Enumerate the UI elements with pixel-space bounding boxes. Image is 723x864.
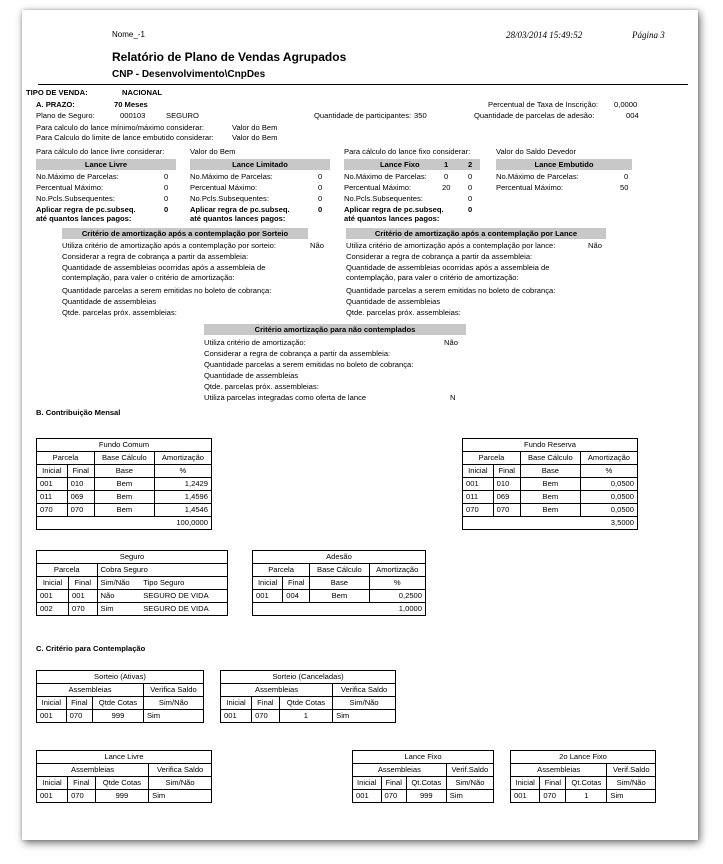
col-header: Verifica Saldo [333, 684, 396, 697]
sorteio-ativas-table [36, 670, 204, 723]
cell: 011 [463, 491, 494, 504]
col-header: Amortização [580, 452, 637, 465]
criterio-sorteio-header: Critério de amortização após a contemplação por Sorteio [62, 228, 308, 239]
col-header: Inicial [353, 777, 382, 790]
col-header: Parcela [253, 564, 310, 577]
lance-fixo-value: 0 [468, 183, 473, 192]
col-header: Final [283, 577, 310, 590]
report-page [22, 10, 698, 840]
col-header: Inicial [221, 697, 252, 710]
col-header: Inicial [463, 465, 494, 478]
cell: 001 [221, 710, 252, 723]
cell: 0,0500 [580, 478, 637, 491]
criterio-lance-value: Não [588, 241, 602, 250]
lance-fixo-aplicar: Aplicar regra de pc.subseq. [344, 205, 444, 214]
adesao-label: Quantidade de parcelas de adesão: [474, 111, 595, 120]
lance-fixo-aplicar-value: 0 [468, 205, 473, 214]
col-header: Parcela [37, 564, 98, 577]
lance-embutido-label: Percentual Máximo: [496, 183, 564, 192]
lance-fixo-table [352, 750, 494, 803]
criterio-lance-line: Quantidade de assembleias [346, 297, 441, 306]
col-header: Final [67, 465, 94, 478]
cell: 0,0500 [580, 504, 637, 517]
table-title: Sorteio (Ativas) [37, 671, 204, 684]
col-header: Verifica Saldo [149, 764, 212, 777]
seguro-label: Plano de Seguro: [36, 111, 95, 120]
criterio-sorteio-line: contemplação, para valer o critério de amortização: [62, 273, 235, 282]
col-header: Cobra Seguro [97, 564, 227, 577]
col-header: Sim/Não [333, 697, 396, 710]
table-row [253, 590, 426, 603]
adesao-table [252, 550, 426, 616]
table-row [37, 710, 204, 723]
lance-livre-table [36, 750, 212, 803]
col-header: Qtde Cotas [93, 697, 144, 710]
tipo-venda-label: TIPO DE VENDA: [26, 88, 88, 97]
cell: Sim [607, 790, 656, 803]
col-header: Assembleias [511, 764, 607, 777]
col-header: Base [94, 465, 154, 478]
cell: 1,2429 [154, 478, 211, 491]
header-divider [38, 84, 688, 85]
cell: 1,4596 [154, 491, 211, 504]
col-header: Inicial [37, 697, 67, 710]
lance-limitado-value: 0 [318, 183, 323, 192]
col-header: Assembleias [221, 684, 333, 697]
criterio-sorteio-line: Quantidade de assembleias ocorridas após a assembleia de [62, 263, 266, 272]
col-header: Final [69, 577, 97, 590]
col-header: Final [68, 777, 96, 790]
table-title: Sorteio (Canceladas) [221, 671, 396, 684]
criterio-nao-line: Utiliza critério de amortização: [204, 338, 306, 347]
lance-fixo-aplicar-2: até quantos lances pagos: [344, 214, 440, 223]
table-title: Seguro [37, 551, 228, 564]
cell: Bem [520, 491, 580, 504]
lance-fixo-label: No.Máximo de Parcelas: [344, 172, 427, 181]
lance-livre-label: No.Pcls.Subsequentes: [36, 194, 115, 203]
lance-emb-value: Valor do Bem [232, 133, 278, 142]
sorteio-canceladas-table [220, 670, 396, 723]
col-header: Qtde Cotas [279, 697, 332, 710]
criterio-sorteio-line: Quantidade parcelas a serem emitidas no boleto de cobrança: [62, 286, 272, 295]
col-header: Base Cálculo [520, 452, 580, 465]
table-row [37, 478, 212, 491]
criterio-sorteio-line: Utiliza critério de amortização após a contemplação por sorteio: [62, 241, 276, 250]
report-name: Nome_-1 [112, 30, 145, 39]
report-title: Relatório de Plano de Vendas Agrupados [112, 50, 347, 64]
lance-limitado-value: 0 [318, 172, 323, 181]
lance-embutido-value: 50 [620, 183, 629, 192]
col-header: Inicial [253, 577, 283, 590]
cell: Sim [149, 790, 212, 803]
col-header: % [369, 577, 425, 590]
col-header: Qt.Cotas [406, 777, 446, 790]
table-title: Fundo Reserva [463, 439, 638, 452]
col-header: Base Cálculo [94, 452, 154, 465]
cell: 010 [493, 478, 520, 491]
criterio-nao-header: Critério amortização para não contemplados [204, 324, 466, 335]
cell: 999 [95, 790, 148, 803]
cell: Bem [94, 478, 154, 491]
adesao-value: 004 [626, 111, 639, 120]
col-header: Sim/Não [149, 777, 212, 790]
cell: 001 [69, 590, 97, 603]
col-header: Parcela [463, 452, 521, 465]
lance-limitado-value: 0 [318, 194, 323, 203]
col-header: Assembleias [353, 764, 447, 777]
prazo-value: 70 Meses [114, 100, 148, 109]
cell: 001 [37, 790, 68, 803]
table-total: 3,5000 [463, 517, 638, 530]
criterio-lance-line: Quantidade parcelas a serem emitidas no boleto de cobrança: [346, 286, 556, 295]
cell: Sim [97, 603, 140, 616]
col-header: Assembleias [37, 684, 144, 697]
cell: 070 [67, 504, 94, 517]
col-header: Final [381, 777, 406, 790]
section-contemplacao: C. Critério para Contemplação [36, 644, 146, 653]
cell: SEGURO DE VIDA [140, 603, 227, 616]
criterio-lance-line: Utiliza critério de amortização após a contemplação por lance: [346, 241, 556, 250]
lance-livre-aplicar-value: 0 [164, 205, 169, 214]
table-total: 100,0000 [37, 517, 212, 530]
table-row [353, 790, 494, 803]
cell: Bem [520, 504, 580, 517]
cell: 070 [69, 603, 97, 616]
lance-fixo-col1: 1 [444, 160, 449, 169]
cell: Sim [446, 790, 493, 803]
seguro-code: 000103 [120, 111, 146, 120]
col-header: Parcela [37, 452, 95, 465]
cell: 001 [253, 590, 283, 603]
criterio-sorteio-line: Qtde. parcelas próx. assembleias: [62, 308, 177, 317]
col-header: Inicial [37, 465, 68, 478]
timestamp: 28/03/2014 15:49:52 [506, 30, 583, 40]
cell: 070 [37, 504, 68, 517]
criterio-lance-line: contemplação, para valer o critério de amortização: [346, 273, 519, 282]
table-row [37, 504, 212, 517]
col-header: Amortização [369, 564, 425, 577]
lance-fixo-label: No.Pcls.Subsequentes: [344, 194, 423, 203]
col-header: Base [520, 465, 580, 478]
lance-limitado-header: Lance Limitado [190, 159, 330, 170]
cell: 070 [68, 790, 96, 803]
col-header: % [154, 465, 211, 478]
lance-min-label: Para calculo do lance mínimo/máximo considerar: [36, 123, 204, 132]
criterio-sorteio-line: Considerar a regra de cobrança a partir da assembleia: [62, 252, 249, 261]
lance-emb-label: Para Calculo do limite de lance embutido considerar: [36, 133, 214, 142]
taxa-value: 0,0000 [614, 100, 638, 109]
lance-fixo-value: 0 [468, 172, 473, 181]
cell: 0,2500 [369, 590, 425, 603]
lance-limitado-aplicar-2: até quantos lances pagos: [190, 214, 286, 223]
lance-embutido-header: Lance Embutido [496, 159, 632, 170]
col-header: Tipo Seguro [140, 577, 227, 590]
table-row [221, 710, 396, 723]
lance-livre-header: Lance Livre [36, 159, 176, 170]
col-header: Assembleias [37, 764, 149, 777]
seguro-name: SEGURO [166, 111, 199, 120]
participantes-label: Quantidade de participantes: [314, 111, 412, 120]
lance-fixo-header [344, 159, 480, 170]
lance-livre-aplicar: Aplicar regra de pc.subseq. [36, 205, 136, 214]
table-title: 2o Lance Fixo [511, 751, 656, 764]
table-row [463, 504, 638, 517]
col-header: Sim/Não [446, 777, 493, 790]
table-row [511, 790, 656, 803]
cell: 1 [566, 790, 607, 803]
cell: Bem [310, 590, 369, 603]
cell: 069 [67, 491, 94, 504]
cell: 0,0500 [580, 491, 637, 504]
cell: SEGURO DE VIDA [140, 590, 227, 603]
criterio-nao-line: Quantidade de assembleias [204, 371, 299, 380]
criterio-nao-line: Quantidade parcelas a serem emitidas no boleto de cobrança: [204, 360, 414, 369]
fixo-calc-label: Para cálculo do lance fixo considerar: [344, 147, 471, 156]
cell: 070 [66, 710, 92, 723]
lance-fixo-value: 0 [444, 172, 449, 181]
table-title: Lance Livre [37, 751, 212, 764]
lance-embutido-value: 0 [624, 172, 629, 181]
livre-calc-label: Para cálculo do lance livre considerar: [36, 147, 165, 156]
cell: 001 [511, 790, 540, 803]
lance-livre-value: 0 [164, 172, 169, 181]
col-header: Final [540, 777, 566, 790]
lance-limitado-label: Percentual Máximo: [190, 183, 258, 192]
lance-fixo-title: Lance Fixo [380, 160, 420, 169]
col-header: Qtde Cotas [95, 777, 148, 790]
criterio-sorteio-line: Quantidade de assembleias [62, 297, 157, 306]
col-header: Base Cálculo [310, 564, 369, 577]
lance-fixo-col2: 2 [468, 160, 473, 169]
cell: 070 [252, 710, 280, 723]
lance-livre-label: Percentual Máximo: [36, 183, 104, 192]
col-header: Final [252, 697, 280, 710]
cell: Bem [520, 478, 580, 491]
lance-livre-aplicar-2: até quantos lances pagos: [36, 214, 132, 223]
lance-fixo-value: 0 [468, 194, 473, 203]
cell: Bem [94, 504, 154, 517]
tipo-venda-value: NACIONAL [122, 88, 163, 97]
cell: 999 [406, 790, 446, 803]
col-header: Inicial [511, 777, 540, 790]
cell: Não [97, 590, 140, 603]
col-header: Final [66, 697, 92, 710]
col-header: % [580, 465, 637, 478]
criterio-nao-line: Considerar a regra de cobrança a partir da assembleia: [204, 349, 391, 358]
lance-min-value: Valor do Bem [232, 123, 278, 132]
cell: 999 [93, 710, 144, 723]
cell: 001 [37, 590, 69, 603]
cell: 1,4546 [154, 504, 211, 517]
lance-livre-value: 0 [164, 183, 169, 192]
criterio-nao-value: Não [444, 338, 458, 347]
col-header: Inicial [37, 777, 68, 790]
table-title: Adesão [253, 551, 426, 564]
col-header: Sim/Não [607, 777, 656, 790]
livre-calc-value: Valor do Bem [190, 147, 236, 156]
criterio-lance-line: Quantidade de assembleias ocorridas após a assembleia de [346, 263, 550, 272]
seguro-table [36, 550, 228, 616]
col-header: Verifica Saldo [143, 684, 203, 697]
prazo-label: A. PRAZO: [36, 100, 75, 109]
criterio-sorteio-value: Não [310, 241, 324, 250]
cell: Bem [94, 491, 154, 504]
cell: 001 [463, 478, 494, 491]
table-title: Fundo Comum [37, 439, 212, 452]
criterio-lance-line: Considerar a regra de cobrança a partir da assembleia: [346, 252, 533, 261]
col-header: Amortização [154, 452, 211, 465]
cell: 070 [381, 790, 406, 803]
cell: 1 [279, 710, 332, 723]
table-row [463, 478, 638, 491]
lance-embutido-label: No.Máximo de Parcelas: [496, 172, 579, 181]
table-total: 1,0000 [253, 603, 426, 616]
cell: 070 [493, 504, 520, 517]
cell: Sim [333, 710, 396, 723]
col-header: Final [493, 465, 520, 478]
lance-limitado-aplicar-value: 0 [318, 205, 323, 214]
criterio-lance-line: Qtde. parcelas próx. assembleias: [346, 308, 461, 317]
cell: 011 [37, 491, 68, 504]
lance-limitado-label: No.Pcls.Subsequentes: [190, 194, 269, 203]
cell: 001 [37, 478, 68, 491]
lance-limitado-aplicar: Aplicar regra de pc.subseq. [190, 205, 290, 214]
col-header: Sim/Não [143, 697, 203, 710]
fundo-comum-table [36, 438, 212, 530]
segundo-lance-fixo-table [510, 750, 656, 803]
table-row [37, 790, 212, 803]
fixo-calc-value: Valor do Saldo Devedor [496, 147, 577, 156]
table-row [37, 590, 228, 603]
cell: 070 [463, 504, 494, 517]
cell: 001 [353, 790, 382, 803]
participantes-value: 350 [414, 111, 427, 120]
cell: 001 [37, 710, 67, 723]
fundo-reserva-table [462, 438, 638, 530]
criterio-lance-header: Critério de amortização após a contemplação por Lance [346, 228, 606, 239]
table-row [463, 491, 638, 504]
table-row [37, 603, 228, 616]
lance-fixo-value: 20 [442, 183, 451, 192]
criterio-nao-line: Utiliza parcelas integradas como oferta de lance [204, 393, 367, 402]
cell: Sim [143, 710, 203, 723]
cell: 002 [37, 603, 69, 616]
table-title: Lance Fixo [353, 751, 494, 764]
col-header: Inicial [37, 577, 69, 590]
lance-fixo-label: Percentual Máximo: [344, 183, 412, 192]
cell: 010 [67, 478, 94, 491]
criterio-nao-line: Qtde. parcelas próx. assembleias: [204, 382, 319, 391]
page-number: Página 3 [632, 30, 665, 40]
col-header: Verif.Saldo [446, 764, 493, 777]
section-contribuicao: B. Contribuição Mensal [36, 408, 121, 417]
cell: 004 [283, 590, 310, 603]
criterio-nao-value: N [450, 393, 456, 402]
col-header: Verif.Saldo [607, 764, 656, 777]
col-header: Sim/Não [97, 577, 140, 590]
col-header: Base [310, 577, 369, 590]
taxa-label: Percentual de Taxa de Inscrição: [488, 100, 599, 109]
lance-livre-value: 0 [164, 194, 169, 203]
lance-livre-label: No.Máximo de Parcelas: [36, 172, 119, 181]
cell: 070 [540, 790, 566, 803]
lance-limitado-label: No.Máximo de Parcelas: [190, 172, 273, 181]
report-subtitle: CNP - Desenvolvimento\CnpDes [112, 69, 266, 80]
cell: 069 [493, 491, 520, 504]
col-header: Qt.Cotas [566, 777, 607, 790]
table-row [37, 491, 212, 504]
